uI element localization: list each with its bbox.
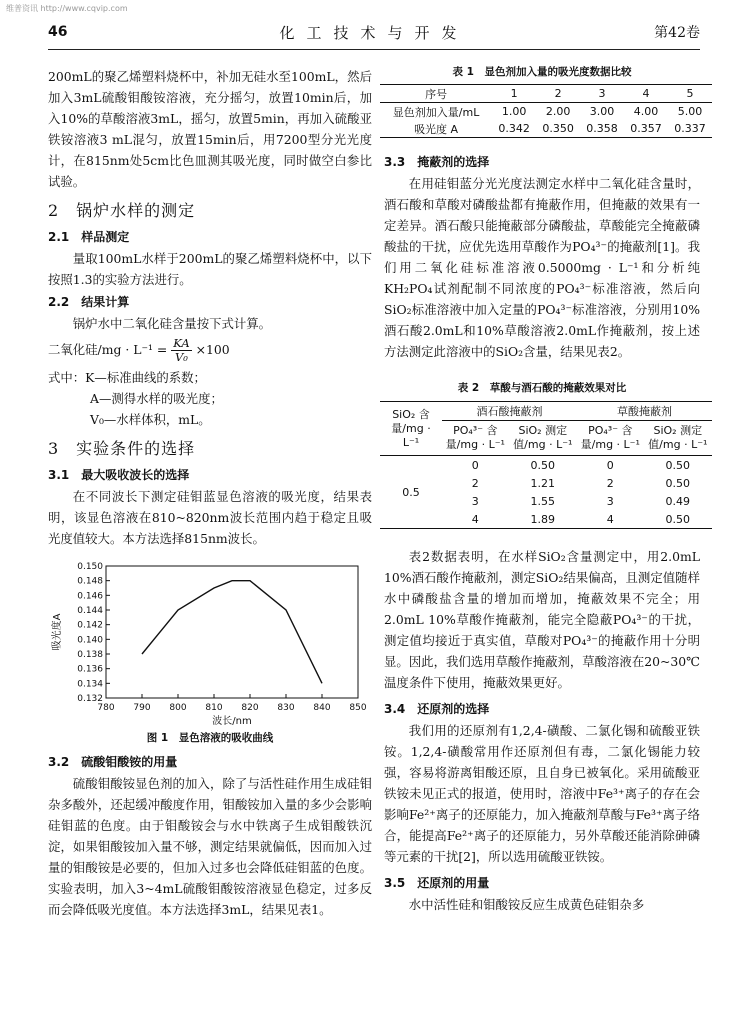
table-cell: 5.00 <box>677 105 703 118</box>
formula-right: ×100 <box>195 342 230 357</box>
table-cell: 吸光度 A <box>414 122 459 136</box>
where-line-3: V₀—水样体积，mL。 <box>90 412 211 427</box>
table-cell: 0.350 <box>542 122 574 135</box>
series-line <box>142 581 322 684</box>
table-cell: 2 <box>471 476 479 490</box>
intro-paragraph: 200mL的聚乙烯塑料烧杯中，补加无硅水至100mL，然后加入3mL硫酸钼酸铵溶液，充分摇匀，放置10min后，加入10%的草酸溶液3mL，摇匀，放置5min，再加入硫酸亚铁铵溶液3 mL混匀，放置15min后，用7200型分光光度计，在815nm处5cm比色皿测其吸光度，同时做空白参比试验。 <box>48 69 372 189</box>
table-row <box>380 103 712 121</box>
table-2-sio2-value: 0.5 <box>402 485 420 499</box>
y-tick-label: 0.136 <box>77 664 103 675</box>
figure-1-caption: 图 1 显色溶液的吸收曲线 <box>146 732 274 744</box>
x-tick-label: 810 <box>205 703 223 713</box>
table-1-header-cell: 5 <box>686 87 694 100</box>
table-1-header-cell: 1 <box>510 87 518 100</box>
y-axis-label: 吸光度A <box>52 613 63 651</box>
running-header <box>48 22 700 44</box>
table-1-header-cell: 3 <box>598 87 606 100</box>
table-cell: 0.342 <box>498 122 530 135</box>
table-2-subheader-sio2: SiO₂ 测定值/mg · L⁻¹ <box>513 424 573 451</box>
x-tick-label: 840 <box>313 703 331 713</box>
x-tick-label: 830 <box>277 703 295 713</box>
section-3-3-title: 3.3 掩蔽剂的选择 <box>384 155 490 169</box>
x-tick-label: 790 <box>133 703 151 713</box>
page-number: 46 <box>48 24 68 40</box>
table-cell: 1.21 <box>530 476 556 490</box>
table-1-header-row <box>380 85 712 103</box>
section-2-2-title: 2.2 结果计算 <box>48 295 130 309</box>
table-row <box>380 456 712 475</box>
section-2-title: 2 锅炉水样的测定 <box>48 201 196 220</box>
table-cell: 4 <box>606 512 614 526</box>
table-2-subheader-sio2: SiO₂ 测定值/mg · L⁻¹ <box>648 424 708 451</box>
y-tick-label: 0.142 <box>77 620 103 631</box>
table-2-caption: 表 2 草酸与酒石酸的掩蔽效果对比 <box>457 382 627 394</box>
y-tick-label: 0.132 <box>77 694 103 704</box>
table-row <box>380 120 712 138</box>
table-2 <box>380 401 712 529</box>
right-column-bottom <box>384 546 700 915</box>
section-2-1-text: 量取100mL水样于200mL的聚乙烯塑料烧杯中，以下按照1.3的实验方法进行。 <box>48 251 372 287</box>
table-2-group-row <box>380 402 712 421</box>
formula <box>48 337 372 364</box>
formula-denominator: V₀ <box>175 350 188 364</box>
formula-numerator: KA <box>173 336 190 350</box>
table-1-header-cell: 序号 <box>425 87 448 101</box>
y-tick-label: 0.134 <box>77 679 103 690</box>
table-cell: 1.00 <box>501 105 527 118</box>
journal-title: 化工技术与开发 <box>279 24 469 42</box>
table-cell: 2.00 <box>545 105 571 118</box>
table-2-sio2-header: SiO₂ 含量/mg · L⁻¹ <box>380 402 442 456</box>
watermark: 维普资讯 http://www.cqvip.com <box>6 4 128 13</box>
x-axis-label: 波长/nm <box>212 716 252 727</box>
section-3-2-title: 3.2 硫酸钼酸铵的用量 <box>48 755 178 769</box>
section-3-4-title: 3.4 还原剂的选择 <box>384 702 490 716</box>
header-rule <box>48 49 700 50</box>
x-tick-label: 780 <box>97 703 115 713</box>
section-2-2-text: 锅炉水中二氧化硅含量按下式计算。 <box>72 316 272 331</box>
table-cell: 0.337 <box>674 122 706 135</box>
table-2-subheader-po4: PO₄³⁻ 含量/mg · L⁻¹ <box>445 424 505 451</box>
table-cell: 0 <box>606 458 614 472</box>
table-cell: 0 <box>471 458 479 472</box>
table-cell: 0.358 <box>586 122 618 135</box>
where-line-1: 式中：K—标准曲线的系数； <box>48 370 206 385</box>
section-3-1-title: 3.1 最大吸收波长的选择 <box>48 468 190 482</box>
table-cell: 3 <box>471 494 479 508</box>
where-line-2: A—测得水样的吸光度； <box>90 391 223 406</box>
table-2-group-tartaric: 酒石酸掩蔽剂 <box>442 402 577 421</box>
section-3-1-text: 在不同波长下测定硅钼蓝显色溶液的吸光度，结果表明，该显色溶液在810~820nm波长范围内趋于稳定且吸光度值较大。本方法选择815nm波长。 <box>48 489 372 546</box>
section-3-5-title: 3.5 还原剂的用量 <box>384 876 490 890</box>
table-cell: 1.55 <box>530 494 556 508</box>
table-1-caption: 表 1 显色剂加入量的吸光度数据比较 <box>452 66 632 78</box>
table-cell: 0.50 <box>530 458 556 472</box>
section-3-title: 3 实验条件的选择 <box>48 439 196 458</box>
formula-left: 二氧化硅/mg · L⁻¹ = <box>48 342 168 357</box>
y-tick-label: 0.140 <box>77 635 103 646</box>
y-tick-label: 0.148 <box>77 576 103 587</box>
y-tick-label: 0.144 <box>77 606 103 616</box>
table-cell: 3 <box>606 494 614 508</box>
table-cell: 0.50 <box>665 512 691 526</box>
table-cell: 显色剂加入量/mL <box>392 105 480 119</box>
right-column-top <box>384 150 700 362</box>
y-tick-label: 0.150 <box>77 562 103 572</box>
y-tick-label: 0.146 <box>77 591 103 602</box>
table-cell: 3.00 <box>589 105 615 118</box>
section-2-1-title: 2.1 样品测定 <box>48 230 130 244</box>
x-tick-label: 800 <box>169 703 187 713</box>
volume-label: 第42卷 <box>654 25 700 41</box>
table-2-discussion: 表2数据表明，在水样SiO₂含量测定中，用2.0mL 10%酒石酸作掩蔽剂，测定SiO₂结果偏高，且测定值随样水中磷酸盐含量的增加而增加，掩蔽效果不完全；用2.0mL 10%草酸作掩蔽剂，能完全隐蔽PO₄³⁻的干扰，测定值均接近于真实值，草酸对PO₄³⁻的掩蔽作用十分明显。因此，我们选用草酸作掩蔽剂，草酸溶液在20~30℃温度条件下使用，掩蔽效果更好。 <box>384 549 700 690</box>
table-cell: 2 <box>606 476 614 490</box>
absorption-chart <box>48 558 372 728</box>
table-1-header-cell: 2 <box>554 87 562 100</box>
x-tick-label: 820 <box>241 703 259 713</box>
table-cell: 4 <box>471 512 479 526</box>
table-cell: 0.49 <box>665 494 691 508</box>
table-2-group-oxalic: 草酸掩蔽剂 <box>577 402 712 421</box>
table-cell: 0.357 <box>630 122 662 135</box>
left-column-top <box>48 66 372 549</box>
section-3-5-text: 水中活性硅和钼酸铵反应生成黄色硅钼杂多 <box>408 897 645 912</box>
table-2-subheader-po4: PO₄³⁻ 含量/mg · L⁻¹ <box>580 424 640 451</box>
y-tick-label: 0.138 <box>77 650 103 660</box>
table-cell: 0.50 <box>665 476 691 490</box>
table-1 <box>380 84 712 138</box>
x-tick-label: 850 <box>349 703 367 713</box>
left-column-bottom <box>48 750 372 920</box>
section-3-4-text: 我们用的还原剂有1,2,4-磺酸、二氯化锡和硫酸亚铁铵。1,2,4-磺酸常用作还原剂但有毒，二氯化锡能力较强，容易将游离钼酸还原，且自身已被氧化。采用硫酸亚铁铵未见正式的报道，使用时，溶液中Fe³⁺离子的存在会影响Fe²⁺离子的还原能力，加入掩蔽剂草酸与Fe³⁺离子络合，能提高Fe²⁺离子的还原能力，另外草酸还能消除砷磷等元素的干扰[2]，所以选用硫酸亚铁铵。 <box>384 723 700 864</box>
section-3-2-text: 硫酸钼酸铵显色剂的加入，除了与活性硅作用生成硅钼杂多酸外，还起缓冲酸度作用，钼酸铵加入量的多少会影响硅钼蓝的色度。由于钼酸铵会与水中铁离子生成钼酸铁沉淀，如果钼酸铵加入量不够，测定结果就偏低，因而加入过量的钼酸铵是必要的，但加入过多也会降低硅钼蓝的色度。实验表明，加入3~4mL硫酸钼酸铵溶液显色稳定，过多反而会降低吸光度值。本方法选择3mL，结果见表1。 <box>48 776 372 917</box>
table-cell: 0.50 <box>665 458 691 472</box>
table-1-header-cell: 4 <box>642 87 650 100</box>
section-3-3-text: 在用硅钼蓝分光光度法测定水样中二氧化硅含量时，酒石酸和草酸对磷酸盐都有掩蔽作用，但掩蔽的效果有一定差异。酒石酸只能掩蔽部分磷酸盐，草酸能完全掩蔽磷酸盐的干扰，应优先选用草酸作为PO₄³⁻的掩蔽剂[1]。我们用二氧化硅标准溶液0.5000mg · L⁻¹和分析纯KH₂PO₄试剂配制不同浓度的PO₄³⁻标准溶液，然后向SiO₂标准溶液中加入定量的PO₄³⁻标准溶液，分别用10%酒石酸2.0mL和10%草酸溶液2.0mL作掩蔽剂，按上述方法测定此溶液中的SiO₂含量，结果见表2。 <box>384 176 700 359</box>
formula-fraction <box>171 337 191 364</box>
table-cell: 1.89 <box>530 512 556 526</box>
table-cell: 4.00 <box>633 105 659 118</box>
